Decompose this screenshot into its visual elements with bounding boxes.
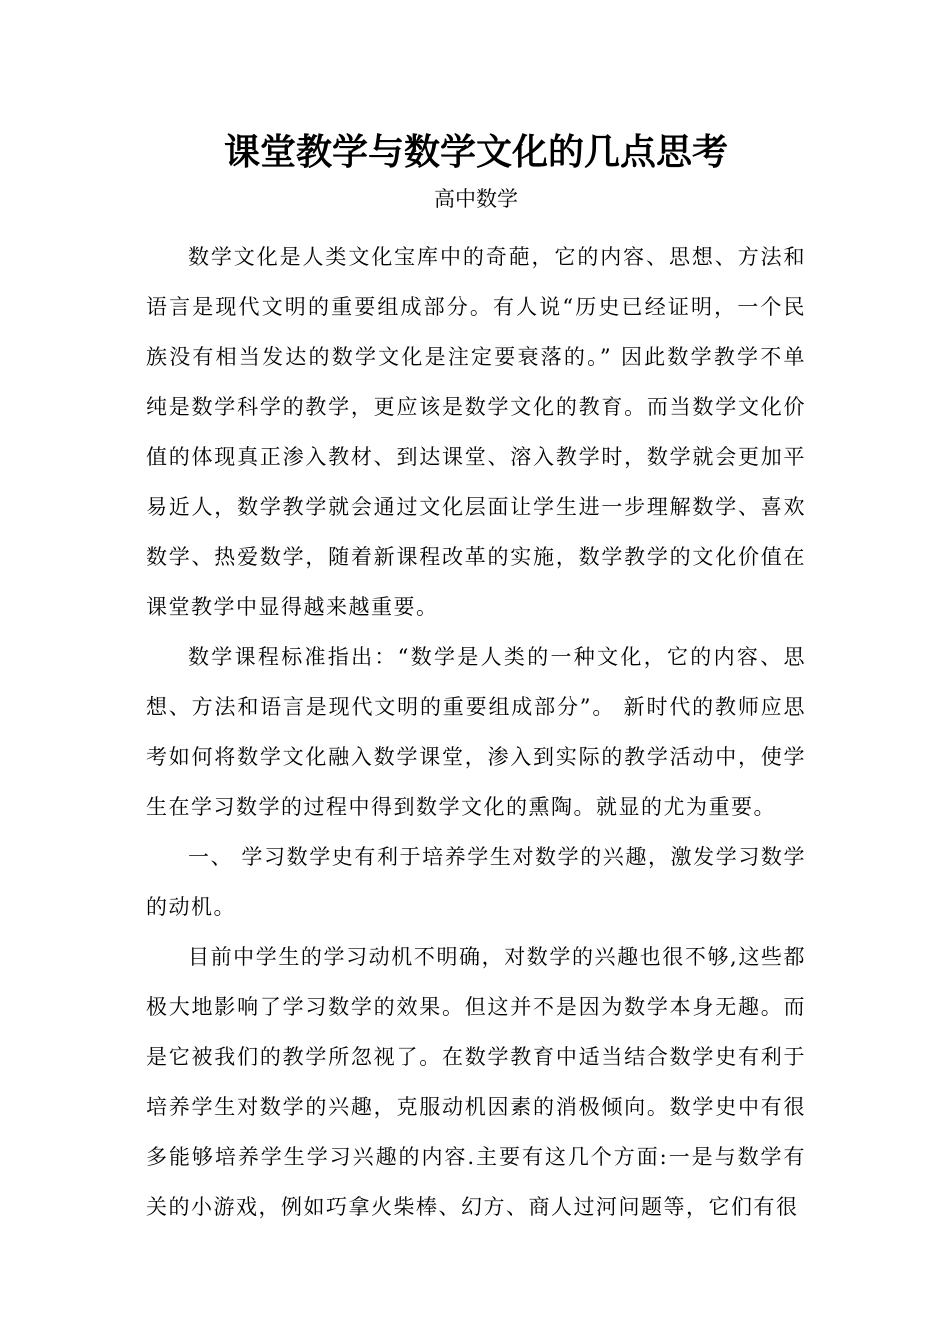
paragraph-curriculum-standard: 数学课程标准指出：“数学是人类的一种文化，它的内容、思想、方法和语言是现代文明的重要组成部分”。 新时代的教师应思考如何将数学文化融入数学课堂，渗入到实际的教学活动中，使学生在学习数学的过程中得到数学文化的熏陶。就显的尤为重要。 — [146, 645, 806, 819]
paragraph-intro: 数学文化是人类文化宝库中的奇葩，它的内容、思想、方法和语言是现代文明的重要组成部分。有人说“历史已经证明，一个民族没有相当发达的数学文化是注定要衰落的。” 因此数学教学不单纯是数学科学的教学，更应该是数学文化的教育。而当数学文化价值的体现真正渗入教材、到达课堂、溶入教学时，数学就会更加平易近人，数学教学就会通过文化层面让学生进一步理解数学、喜欢数学、热爱数学，随着新课程改革的实施，数学教学的文化价值在课堂教学中显得越来越重要。 — [146, 245, 806, 619]
paragraph-motivation: 目前中学生的学习动机不明确，对数学的兴趣也很不够,这些都极大地影响了学习数学的效果。但这并不是因为数学本身无趣。而是它被我们的教学所忽视了。在数学教育中适当结合数学史有利于培养学生对数学的兴趣，克服动机因素的消极倾向。数学史中有很多能够培养学生学习兴趣的内容.主要有这几个方面:一是与数学有关的小游戏，例如巧拿火柴棒、幻方、商人过河问题等，它们有很 — [146, 945, 806, 1219]
document-title: 课堂教学与数学文化的几点思考 — [223, 131, 728, 173]
document-content — [146, 122, 806, 1232]
document-subtitle: 高中数学 — [434, 187, 518, 211]
section-heading-one: 一、 学习数学史有利于培养学生对数学的兴趣，激发学习数学的动机。 — [146, 845, 806, 919]
